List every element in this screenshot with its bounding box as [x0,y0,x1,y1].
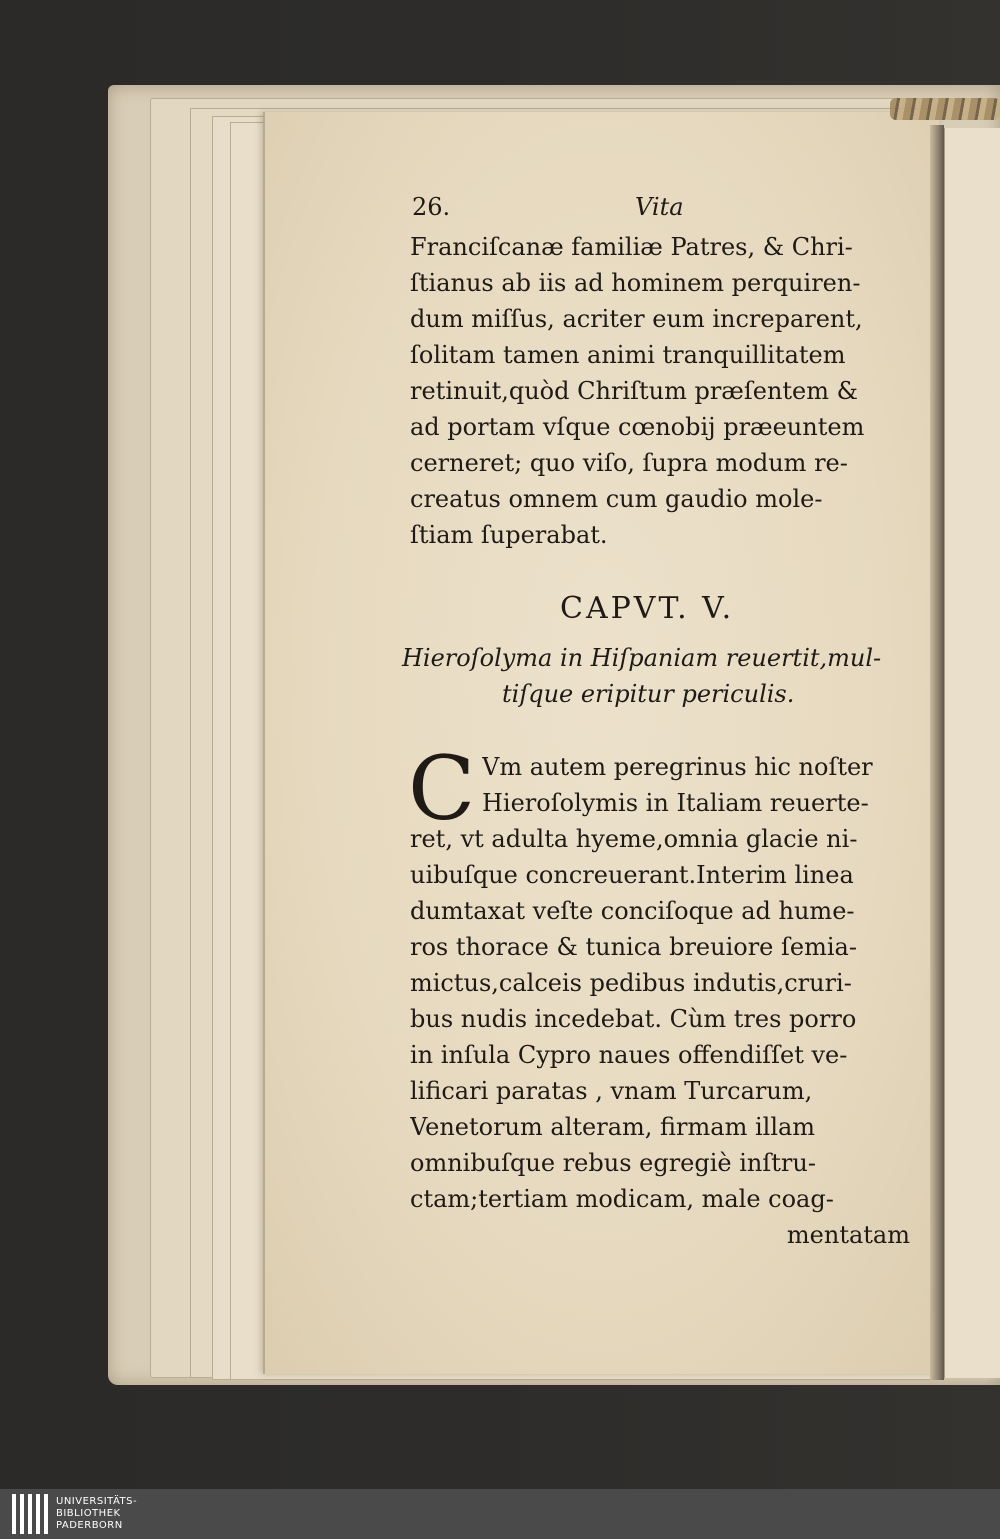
page-number: 26. [412,193,451,221]
institution-name: PADERBORN [56,1520,123,1531]
text-line: ſtiam ſuperabat. [410,521,608,549]
text-line: Hieroſolymis in Italiam reuerte- [482,789,869,817]
running-title: Vita [635,193,684,221]
text-line: cerneret; quo viſo, ſupra modum re- [410,449,848,477]
text-line: lificari paratas , vnam Turcarum, [410,1077,813,1105]
text-line: retinuit,quòd Chriſtum præſentem & [410,377,858,405]
text-line: dum miſſus, acriter eum increparent, [410,305,863,333]
text-line: in inſula Cypro naues offendiſſet ve- [410,1041,848,1069]
text-line: ſolitam tamen animi tranquillitatem [410,341,846,369]
text-line: bus nudis incedebat. Cùm tres porro [410,1005,857,1033]
text-line: mictus,calceis pedibus indutis,cruri- [410,969,852,997]
chapter-summary: Hieroſolyma in Hiſpaniam reuertit,mul- [402,644,882,672]
text-line: ros thorace & tunica breuiore ſemia- [410,933,857,961]
text-line: Vm autem peregrinus hic noſter [482,753,873,781]
text-line: ad portam vſque cœnobij præeuntem [410,413,865,441]
text-line: ret, vt adulta hyeme,omnia glacie ni- [410,825,858,853]
catchword: mentatam [786,1221,910,1249]
institution-name: UNIVERSITÄTS- [56,1496,138,1507]
facing-page [944,128,1000,1378]
text-line: dumtaxat veſte conciſoque ad hume- [410,897,855,925]
text-line: ctam;tertiam modicam, male coag- [410,1185,834,1213]
drop-cap: C [408,737,476,840]
running-head [410,193,910,223]
text-line: ſtianus ab iis ad hominem perquiren- [410,269,861,297]
text-line: Venetorum alteram, firmam illam [410,1113,816,1141]
chapter-summary: tiſque eripitur periculis. [502,680,795,708]
institution-name: BIBLIOTHEK [56,1508,121,1519]
library-logo-icon [12,1494,48,1534]
text-line: uibuſque concreuerant.Interim linea [410,861,854,889]
text-line: omnibuſque rebus egregiè inſtru- [410,1149,816,1177]
text-line: creatus omnem cum gaudio mole- [410,485,823,513]
library-footer [0,1489,1000,1539]
chapter-heading: CAPVT. V. [560,591,735,626]
text-line: Franciſcanæ familiæ Patres, & Chri- [410,233,853,261]
binding-thread [890,98,1000,120]
book-gutter [930,125,944,1380]
